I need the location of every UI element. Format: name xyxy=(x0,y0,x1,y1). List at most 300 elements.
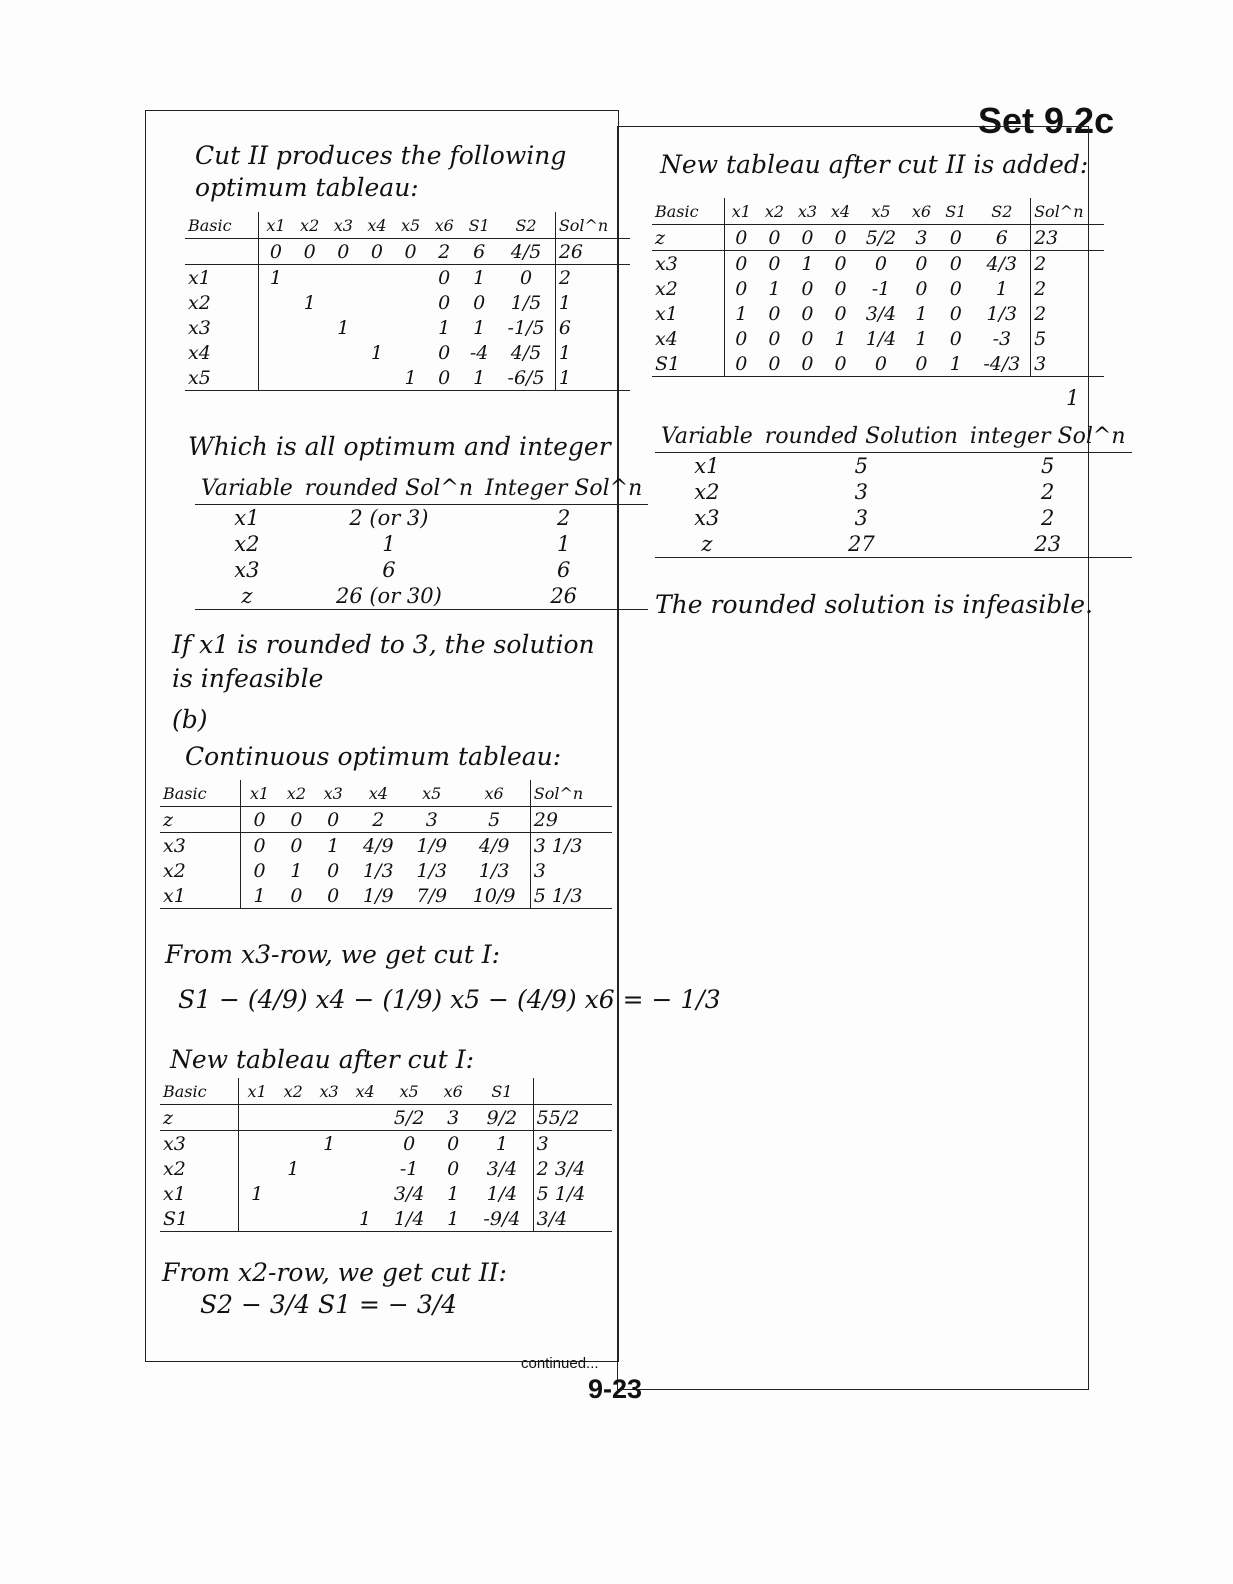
table-cell: 1/9 xyxy=(352,883,405,909)
table-cell: 0 xyxy=(253,834,266,857)
table-cell: 6 xyxy=(974,225,1031,251)
tableau-continuous-optimum xyxy=(160,780,612,909)
table-cell: 1 xyxy=(370,341,383,364)
table-cell: 2 xyxy=(1041,480,1055,504)
intro-text: Cut II produces the following optimum tableau: xyxy=(195,141,567,202)
table-cell xyxy=(275,1105,311,1131)
table-cell: 0 xyxy=(915,277,928,300)
table-cell: 3 xyxy=(405,807,458,833)
table-row xyxy=(160,1206,612,1232)
table-cell: 0 xyxy=(874,252,888,275)
table-cell: Sol^n xyxy=(555,212,630,239)
table-cell xyxy=(533,1078,612,1105)
table-cell: 1 xyxy=(495,1132,508,1155)
table-cell: 3 xyxy=(905,225,938,251)
table-cell: 0 xyxy=(394,239,428,265)
table-cell: 5/2 xyxy=(857,225,905,251)
table-row xyxy=(160,1131,612,1157)
table-cell: 1 xyxy=(382,532,396,556)
set-title: Set 9.2c xyxy=(978,100,1115,141)
table-cell xyxy=(360,315,394,340)
table-cell xyxy=(259,340,293,365)
table-cell: 1 xyxy=(555,340,630,365)
tableau-z-row xyxy=(185,239,630,265)
table-cell: 5 xyxy=(854,454,869,478)
rounded-solution-table-2 xyxy=(655,420,1132,558)
table-row xyxy=(160,858,612,883)
table-cell: 3 xyxy=(1031,351,1104,377)
tableau-header-row xyxy=(652,198,1104,225)
table-cell xyxy=(347,1156,383,1181)
table-cell: x2 xyxy=(160,858,240,883)
table-row xyxy=(655,505,1132,531)
table-cell: 0 xyxy=(278,807,315,833)
table-cell: Basic xyxy=(160,780,240,807)
table-cell: S2 xyxy=(974,198,1031,225)
table-cell: 0 xyxy=(768,252,781,275)
table-cell: x2 xyxy=(185,290,259,315)
table-cell xyxy=(259,365,293,391)
table-cell xyxy=(293,265,327,291)
tableau-z-row xyxy=(652,225,1104,251)
table-cell: S1 xyxy=(471,1078,533,1105)
table-cell: 0 xyxy=(949,327,962,350)
table-cell: 5 xyxy=(1031,326,1104,351)
table-cell: 0 xyxy=(834,252,847,275)
table-cell: 3/4 xyxy=(486,1157,518,1180)
table-row xyxy=(185,265,630,291)
tableau-header-row xyxy=(160,1078,612,1105)
table-cell: z xyxy=(195,583,299,610)
table-cell xyxy=(347,1131,383,1157)
table-cell: x3 xyxy=(326,212,360,239)
table-cell: x2 xyxy=(234,532,260,556)
page-number: 9-23 xyxy=(588,1374,643,1404)
cut2-intro: From x2-row, we get cut II: xyxy=(162,1258,507,1287)
table-cell: 0 xyxy=(915,252,928,275)
table-cell: 3 1/3 xyxy=(530,833,612,859)
table-cell: 5 xyxy=(1041,454,1055,478)
table-cell: 0 xyxy=(801,327,814,350)
table-cell: 3 xyxy=(854,480,869,504)
table-cell: 1 xyxy=(801,252,814,275)
table-cell xyxy=(275,1131,311,1157)
table-cell: x5 xyxy=(394,212,428,239)
table-cell: 0 xyxy=(949,252,962,275)
table-cell: 26 xyxy=(555,239,630,265)
table-cell: x2 xyxy=(275,1078,311,1105)
table-cell: 1 xyxy=(323,1132,336,1155)
table-cell: 0 xyxy=(724,225,758,251)
table-cell: x5 xyxy=(857,198,905,225)
table-cell: 1 xyxy=(394,365,428,391)
table-cell: 1 xyxy=(555,290,630,315)
table-row xyxy=(652,351,1104,377)
table-cell: -4/3 xyxy=(974,351,1031,377)
table-row xyxy=(195,505,648,532)
table-cell: z xyxy=(160,1105,239,1131)
table-row xyxy=(652,326,1104,351)
table-cell: x1 xyxy=(259,212,293,239)
table-cell: 0 xyxy=(949,302,962,325)
table-cell: x2 xyxy=(293,212,327,239)
table-row xyxy=(195,557,648,583)
table-cell: 5/2 xyxy=(383,1105,435,1131)
table-cell xyxy=(360,265,394,291)
table-cell: 1/4 xyxy=(383,1206,435,1232)
table-cell: 1 xyxy=(473,316,486,339)
table-cell: x3 xyxy=(315,780,352,807)
table-cell: 1/3 xyxy=(363,859,394,882)
table-cell xyxy=(311,1105,347,1131)
continuous-title: Continuous optimum tableau: xyxy=(185,742,562,771)
table-cell: 1 xyxy=(995,277,1008,300)
table-cell: 0 xyxy=(938,225,974,251)
table-cell: Variable xyxy=(655,420,759,453)
table-cell: x3 xyxy=(694,506,720,530)
table-cell: integer Sol^n xyxy=(964,420,1132,453)
table-cell: 0 xyxy=(259,239,293,265)
table-row xyxy=(185,340,630,365)
table-cell: 7/9 xyxy=(405,883,458,909)
table-cell: x1 xyxy=(240,780,278,807)
table-cell: 0 xyxy=(447,1132,460,1155)
table-cell: 1 xyxy=(251,1182,264,1205)
table-cell: rounded Solution xyxy=(759,420,964,453)
table-cell: 0 xyxy=(360,239,394,265)
table-cell: 1 xyxy=(461,365,497,391)
note-all-optimum: Which is all optimum and integer xyxy=(188,432,611,461)
table-cell: 5 xyxy=(458,807,530,833)
table-cell: 1 xyxy=(447,1182,460,1205)
table-cell: 4/9 xyxy=(363,834,394,857)
table-cell: 1 xyxy=(735,302,748,325)
table-cell: 2 3/4 xyxy=(533,1156,612,1181)
tableau-after-cut2 xyxy=(652,198,1104,377)
table-row xyxy=(655,479,1132,505)
table-cell: 4/5 xyxy=(510,341,542,364)
table-cell: 0 xyxy=(801,277,814,300)
table-cell: x2 xyxy=(758,198,791,225)
table-cell: 5 1/4 xyxy=(533,1181,612,1206)
table-cell: 1 xyxy=(347,1206,383,1232)
rounded-header-row xyxy=(195,472,648,505)
table-cell xyxy=(239,1105,276,1131)
continued-label: continued... xyxy=(521,1355,599,1372)
table-row xyxy=(195,583,648,610)
table-cell: S1 xyxy=(938,198,974,225)
table-cell: 0 xyxy=(834,277,847,300)
table-cell: 0 xyxy=(724,351,758,377)
table-cell xyxy=(347,1181,383,1206)
tableau-z-row xyxy=(160,1105,612,1131)
table-cell: 0 xyxy=(834,302,847,325)
table-cell: 0 xyxy=(290,834,303,857)
table-cell: 1 xyxy=(290,859,303,882)
table-cell: S1 xyxy=(461,212,497,239)
table-cell: 26 (or 30) xyxy=(299,583,479,610)
table-cell: z xyxy=(652,225,724,251)
table-cell xyxy=(259,315,293,340)
table-cell: 0 xyxy=(326,239,360,265)
table-cell xyxy=(311,1206,347,1232)
table-cell: 0 xyxy=(438,291,451,314)
cut1-equation: S1 − (4/9) x4 − (1/9) x5 − (4/9) x6 = − 1/3 xyxy=(178,985,721,1014)
table-cell: 0 xyxy=(278,883,315,909)
table-cell: 0 xyxy=(905,351,938,377)
tableau-cut2-optimum xyxy=(185,212,630,391)
table-row xyxy=(655,453,1132,480)
table-cell: S1 xyxy=(160,1206,239,1232)
table-cell: 1 xyxy=(938,351,974,377)
table-cell: x4 xyxy=(360,212,394,239)
table-cell: 0 xyxy=(315,883,352,909)
table-cell xyxy=(326,290,360,315)
table-cell: 3 xyxy=(533,1131,612,1157)
table-cell xyxy=(311,1181,347,1206)
table-cell: x6 xyxy=(905,198,938,225)
note-infeasible-1: If x1 is rounded to 3, the solution is infeasible xyxy=(172,630,595,693)
table-cell xyxy=(239,1206,276,1232)
table-cell: 4/3 xyxy=(986,252,1018,275)
table-cell: 0 xyxy=(253,859,266,882)
table-cell: x5 xyxy=(405,780,458,807)
table-cell: 1 xyxy=(435,1206,471,1232)
table-cell: x1 xyxy=(160,883,240,909)
table-cell xyxy=(293,315,327,340)
table-cell: 3 xyxy=(435,1105,471,1131)
table-cell: x4 xyxy=(347,1078,383,1105)
table-cell: x4 xyxy=(352,780,405,807)
table-cell: 0 xyxy=(427,365,461,391)
table-cell xyxy=(275,1206,311,1232)
table-cell: x6 xyxy=(427,212,461,239)
table-cell: 1/3 xyxy=(478,859,510,882)
table-cell: 1/3 xyxy=(416,859,448,882)
table-cell: -4 xyxy=(469,341,489,364)
table-row xyxy=(652,251,1104,277)
table-cell: 2 xyxy=(556,506,571,530)
table-row xyxy=(160,883,612,909)
table-cell: 0 xyxy=(791,351,824,377)
table-cell: 0 xyxy=(519,266,533,289)
table-cell xyxy=(326,265,360,291)
table-row xyxy=(652,301,1104,326)
table-cell: 3/4 xyxy=(393,1182,425,1205)
table-cell: Basic xyxy=(160,1078,239,1105)
table-cell: -1/5 xyxy=(507,316,545,339)
table-cell: 0 xyxy=(473,291,486,314)
table-cell: 4/5 xyxy=(497,239,555,265)
table-cell: x2 xyxy=(278,780,315,807)
table-cell: 2 xyxy=(555,265,630,291)
table-cell: 0 xyxy=(403,1132,416,1155)
table-cell xyxy=(326,365,360,391)
table-cell: x1 xyxy=(160,1181,239,1206)
table-cell: 3/4 xyxy=(533,1206,612,1232)
table-row xyxy=(185,290,630,315)
table-cell: 1 xyxy=(473,266,486,289)
table-cell: 0 xyxy=(857,351,905,377)
table-cell: 2 xyxy=(427,239,461,265)
table-cell: 0 xyxy=(293,239,327,265)
table-cell: 29 xyxy=(530,807,612,833)
table-cell: S1 xyxy=(652,351,724,377)
rounded-header-row xyxy=(655,420,1132,453)
table-cell: 6 xyxy=(555,315,630,340)
table-cell: x4 xyxy=(652,326,724,351)
table-cell: 9/2 xyxy=(471,1105,533,1131)
table-cell xyxy=(360,365,394,391)
tableau3-title: New tableau after cut I: xyxy=(170,1045,475,1074)
table-cell: -6/5 xyxy=(497,365,555,391)
table-cell: 0 xyxy=(768,302,781,325)
table-cell: x2 xyxy=(694,480,720,504)
table-cell: 2 xyxy=(1041,506,1055,530)
table-cell: 0 xyxy=(327,859,340,882)
table-cell: 2 (or 3) xyxy=(349,506,429,530)
table-cell: -9/4 xyxy=(471,1206,533,1232)
table-cell: 1/5 xyxy=(510,291,542,314)
table-cell: x2 xyxy=(160,1156,239,1181)
table-cell: Basic xyxy=(185,212,259,239)
note-infeasible-2: The rounded solution is infeasible. xyxy=(655,590,1093,619)
table-cell xyxy=(394,315,428,340)
table-cell: Sol^n xyxy=(1031,198,1104,225)
table-cell: x3 xyxy=(791,198,824,225)
table-cell xyxy=(347,1105,383,1131)
table-cell: 1 xyxy=(768,277,781,300)
table-cell xyxy=(293,340,327,365)
table-cell: x3 xyxy=(160,1131,239,1157)
table-cell: 2 xyxy=(352,807,405,833)
table-cell: 1 xyxy=(438,316,451,339)
table-cell: 0 xyxy=(824,351,857,377)
table-cell: -3 xyxy=(992,327,1012,350)
table-cell: 4/9 xyxy=(478,834,510,857)
table-cell: 1 xyxy=(555,365,630,391)
cut2-equation: S2 − 3/4 S1 = − 3/4 xyxy=(200,1290,458,1319)
table-cell: x1 xyxy=(185,265,259,291)
table-cell: Variable xyxy=(195,472,299,505)
table-cell: 1 xyxy=(834,327,847,350)
table-cell: Sol^n xyxy=(530,780,612,807)
table-cell: x4 xyxy=(824,198,857,225)
table-cell: x3 xyxy=(311,1078,347,1105)
table-cell: 1 xyxy=(556,532,571,556)
table-cell: x1 xyxy=(724,198,758,225)
tableau-header-row xyxy=(185,212,630,239)
table-cell: 0 xyxy=(735,277,748,300)
table-cell: 2 xyxy=(1031,276,1104,301)
table-cell: 3 xyxy=(854,506,869,530)
table-cell: 1/4 xyxy=(486,1182,518,1205)
rounded-solution-table-1 xyxy=(195,472,648,610)
tableau-after-cut1 xyxy=(160,1078,612,1232)
table-cell: x1 xyxy=(239,1078,276,1105)
table-cell: 1/4 xyxy=(865,327,897,350)
table-cell: 2 xyxy=(1031,251,1104,277)
table-cell: x1 xyxy=(234,506,260,530)
table-cell: 3/4 xyxy=(865,302,897,325)
table-cell: x6 xyxy=(435,1078,471,1105)
table-cell xyxy=(275,1181,311,1206)
table-cell: 0 xyxy=(438,341,451,364)
table-cell: 0 xyxy=(758,225,791,251)
tableau-z-row xyxy=(160,807,612,833)
table-cell: z xyxy=(655,531,759,558)
table-row xyxy=(160,1181,612,1206)
table-cell xyxy=(394,290,428,315)
table-cell: x3 xyxy=(160,833,240,859)
table-cell: 23 xyxy=(1031,225,1104,251)
table-cell: 3 xyxy=(530,858,612,883)
table-cell: x5 xyxy=(383,1078,435,1105)
table-cell: 23 xyxy=(964,531,1132,558)
table-cell: -1 xyxy=(399,1157,419,1180)
table-row xyxy=(185,365,630,391)
table-cell: 1 xyxy=(287,1157,300,1180)
table-cell: x1 xyxy=(694,454,720,478)
tableau4-extra-value: 1 xyxy=(1066,386,1080,410)
table-cell: 1 xyxy=(915,302,928,325)
table-cell: 1 xyxy=(269,266,282,289)
table-cell: 0 xyxy=(791,225,824,251)
table-cell: 6 xyxy=(461,239,497,265)
table-cell: 0 xyxy=(758,351,791,377)
table-row xyxy=(160,833,612,859)
cut1-intro: From x3-row, we get cut I: xyxy=(165,940,501,969)
table-cell: 1/9 xyxy=(416,834,448,857)
table-cell: 0 xyxy=(447,1157,460,1180)
table-cell: x1 xyxy=(652,301,724,326)
table-cell: Basic xyxy=(652,198,724,225)
table-cell: 1 xyxy=(240,883,278,909)
table-cell: rounded Sol^n xyxy=(299,472,479,505)
table-cell: x4 xyxy=(185,340,259,365)
table-cell: 55/2 xyxy=(533,1105,612,1131)
tableau-header-row xyxy=(160,780,612,807)
table-cell: 6 xyxy=(382,558,396,582)
table-row xyxy=(195,531,648,557)
table-cell: 6 xyxy=(556,558,571,582)
table-cell xyxy=(326,340,360,365)
table-cell: 1 xyxy=(915,327,928,350)
table-cell: 0 xyxy=(438,266,451,289)
table-cell: x5 xyxy=(185,365,259,391)
table-row xyxy=(655,531,1132,558)
table-row xyxy=(652,276,1104,301)
table-cell xyxy=(360,290,394,315)
table-cell xyxy=(394,265,428,291)
table-cell: 2 xyxy=(1031,301,1104,326)
table-cell: x3 xyxy=(652,251,724,277)
table-cell: 27 xyxy=(759,531,964,558)
table-cell: 5 1/3 xyxy=(530,883,612,909)
table-cell xyxy=(311,1156,347,1181)
table-cell: 0 xyxy=(949,277,962,300)
table-cell: 0 xyxy=(735,327,748,350)
part-b-label: (b) xyxy=(172,705,208,734)
table-cell: x3 xyxy=(185,315,259,340)
table-cell: x3 xyxy=(234,558,260,582)
table-cell: 1 xyxy=(303,291,316,314)
table-cell: 26 xyxy=(479,583,648,610)
table-cell: 10/9 xyxy=(458,883,530,909)
table-cell: 1 xyxy=(327,834,340,857)
table-cell: 0 xyxy=(801,302,814,325)
table-cell: x2 xyxy=(652,276,724,301)
